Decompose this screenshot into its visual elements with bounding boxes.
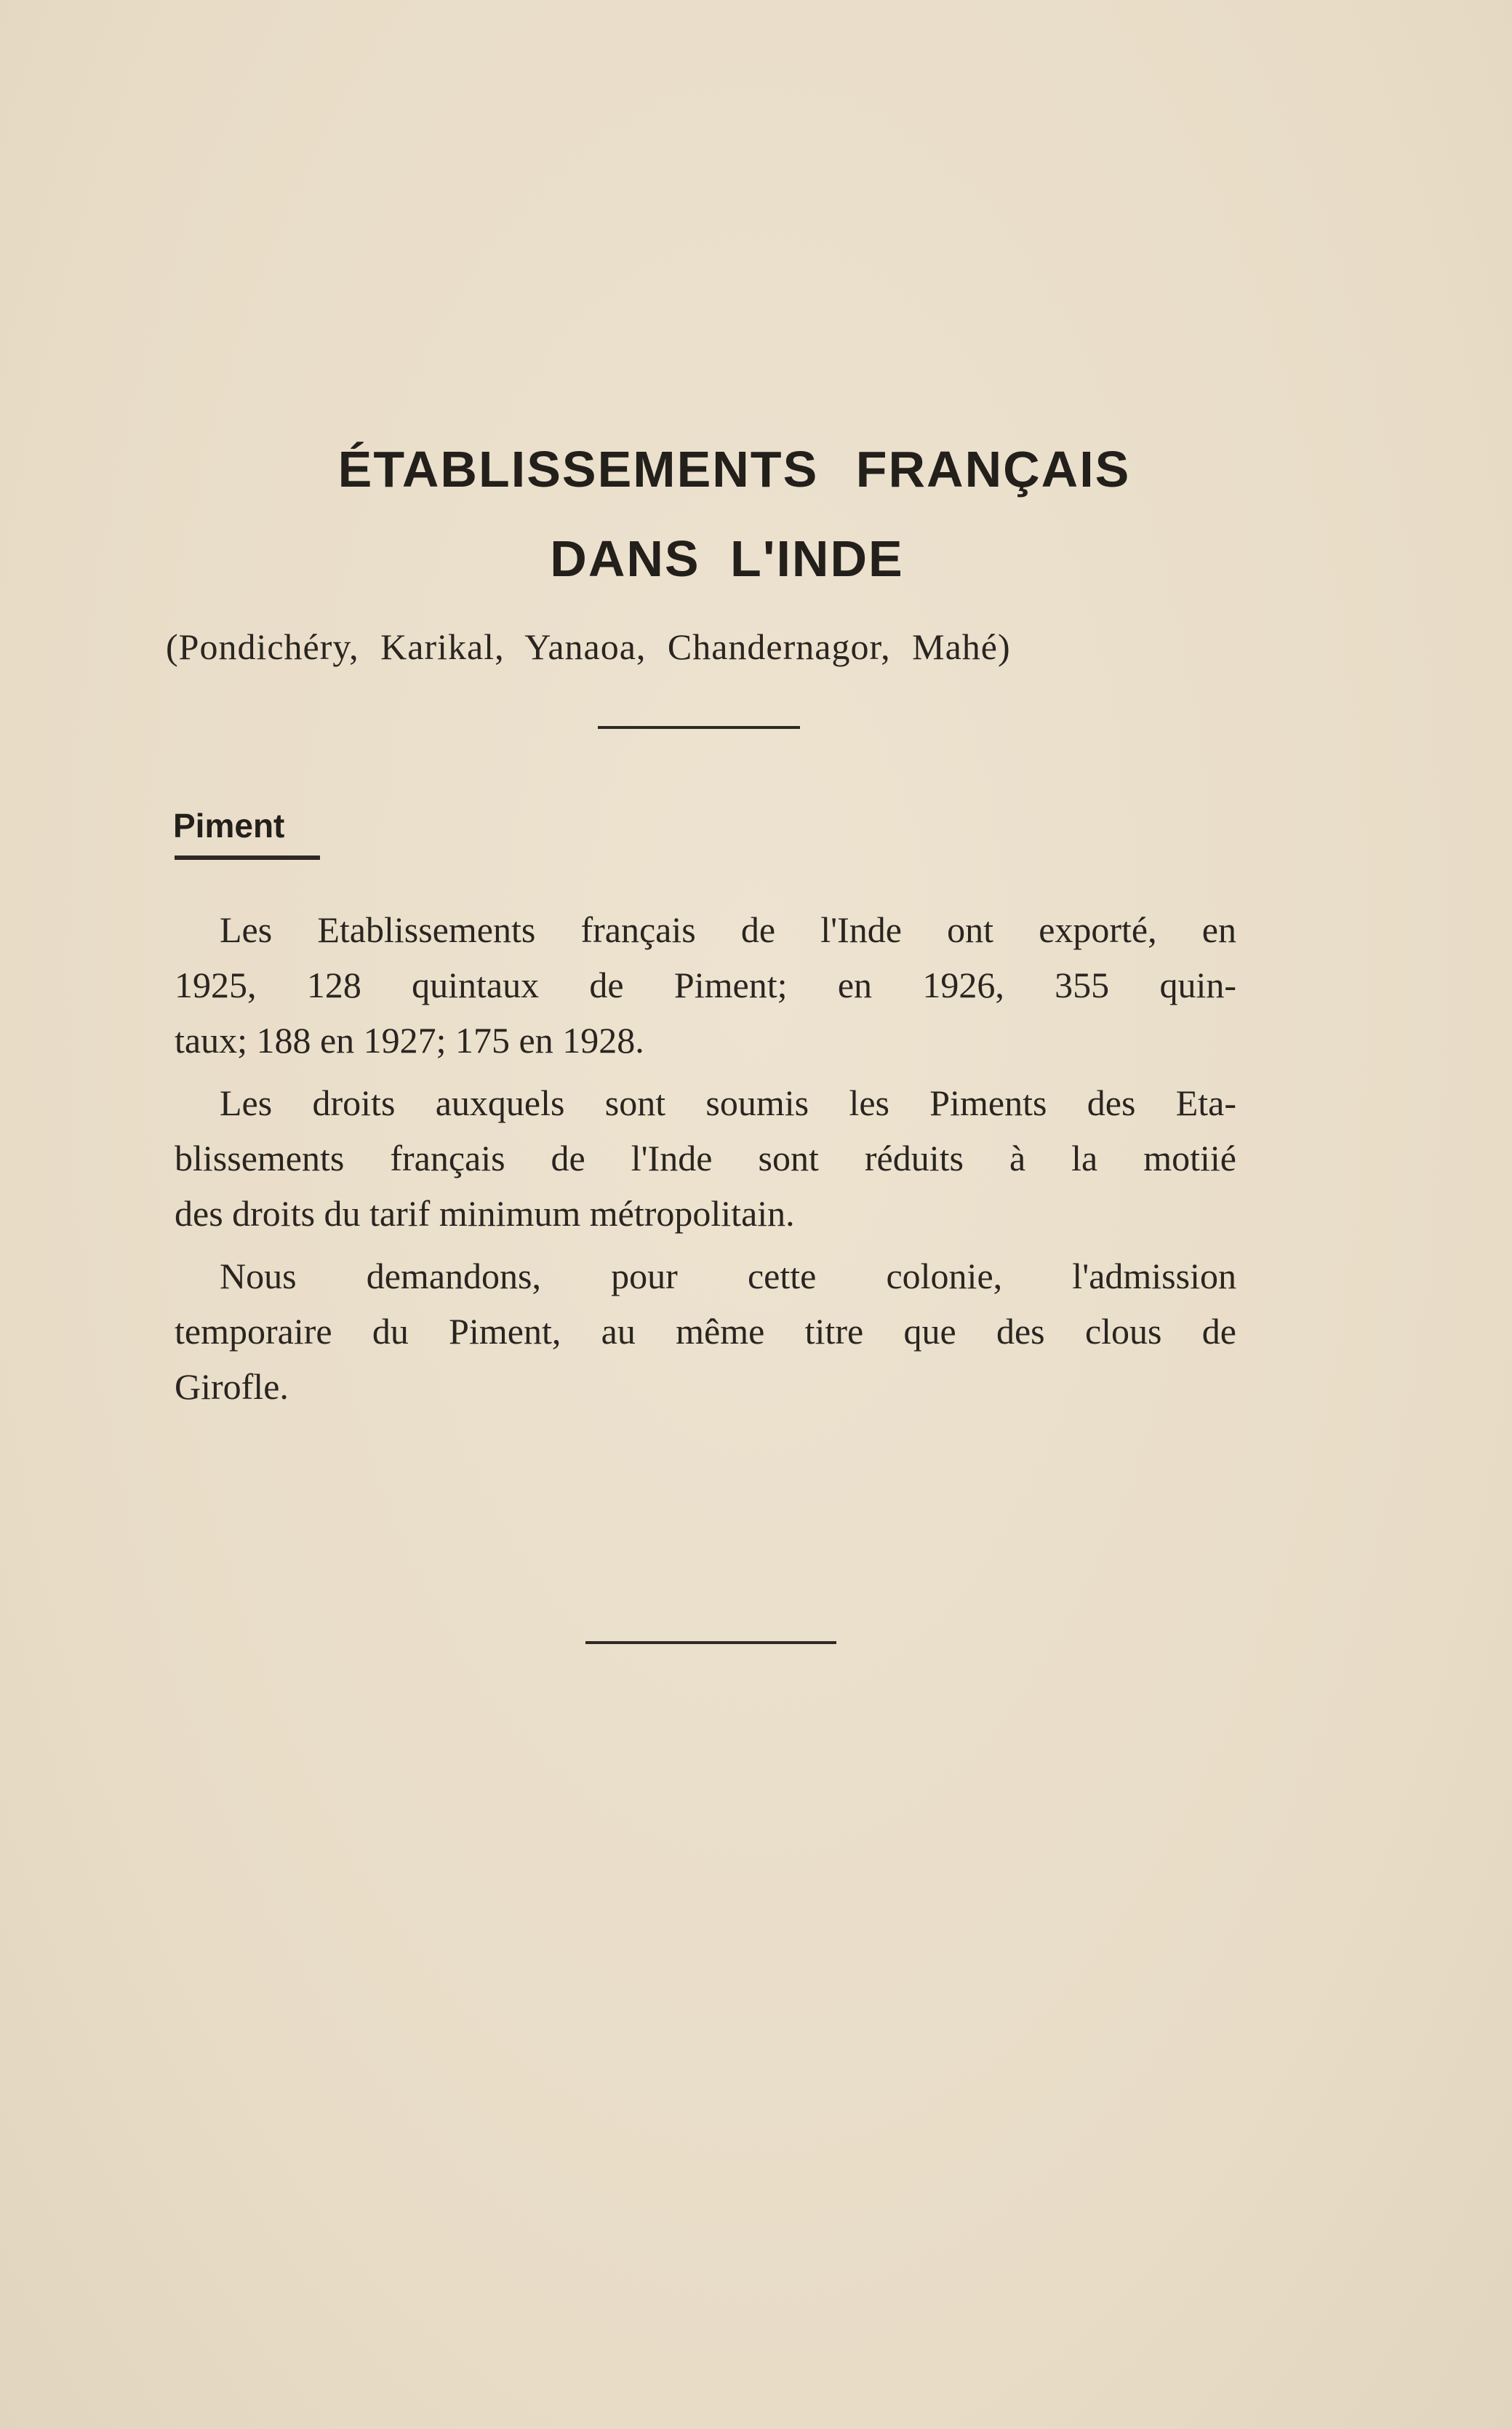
divider-top <box>598 726 800 729</box>
heading-underline <box>175 855 320 860</box>
paragraph-2 <box>175 1075 1236 1241</box>
text-line: taux; 188 en 1927; 175 en 1928. <box>175 1020 644 1061</box>
paragraph-3 <box>175 1248 1236 1414</box>
section-heading: Piment <box>173 807 285 845</box>
text-line: 1925, 128 quintaux de Piment; en 1926, 355 quin- <box>175 965 1236 1005</box>
title-line-2: DANS L'INDE <box>550 530 904 587</box>
subtitle: (Pondichéry, Karikal, Yanaoa, Chandernagor, Mahé) <box>166 626 1011 667</box>
divider-bottom <box>585 1641 836 1644</box>
text-line: Girofle. <box>175 1366 289 1407</box>
paragraph-1 <box>175 902 1236 1068</box>
text-line: temporaire du Piment, au même titre que des clous de <box>175 1311 1236 1352</box>
text-line: Nous demandons, pour cette colonie, l'admission <box>220 1256 1236 1296</box>
text-line: des droits du tarif minimum métropolitain. <box>175 1193 795 1234</box>
text-line: blissements français de l'Inde sont réduits à la motiié <box>175 1138 1236 1178</box>
title-line-1: ÉTABLISSEMENTS FRANÇAIS <box>337 441 1131 498</box>
text-line: Les Etablissements français de l'Inde ont exporté, en <box>220 909 1236 950</box>
text-line: Les droits auxquels sont soumis les Piments des Eta- <box>220 1082 1236 1123</box>
